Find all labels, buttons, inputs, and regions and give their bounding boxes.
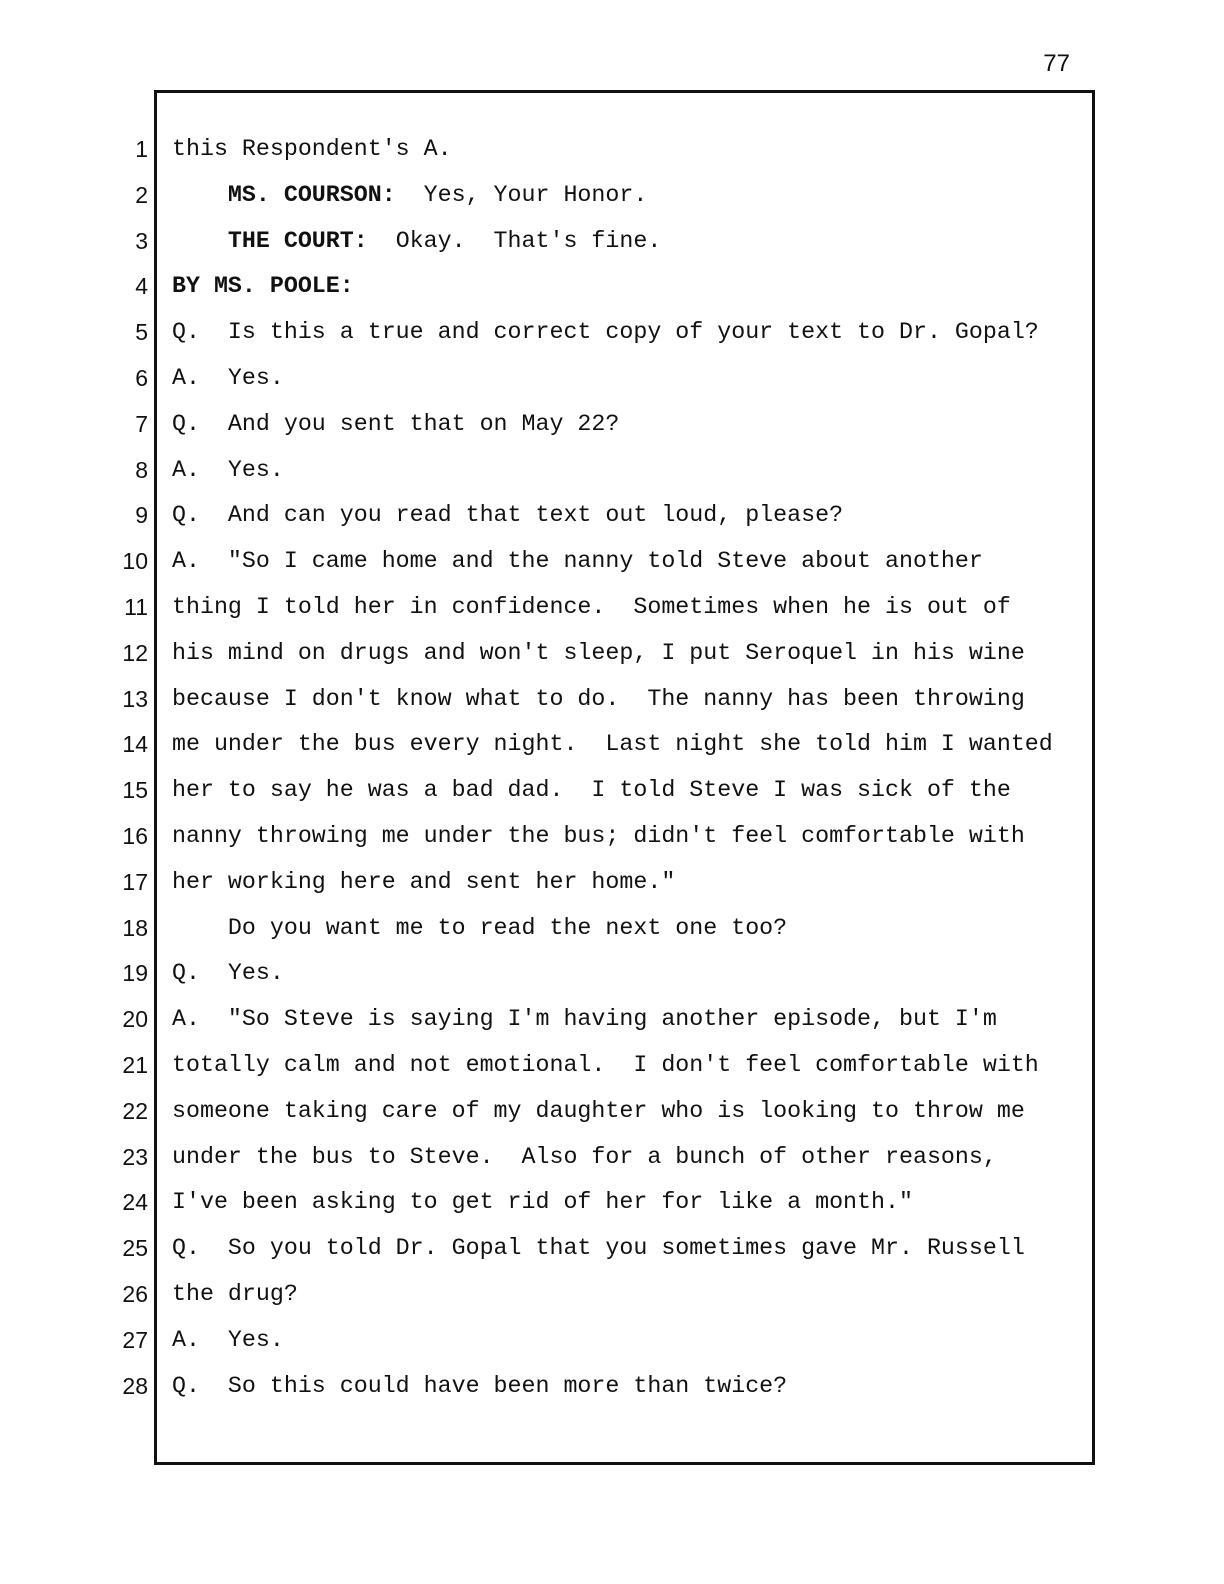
text-segment: I've been asking to get rid of her for like a month." (172, 1189, 913, 1216)
line-number: 4 (135, 273, 148, 300)
line-text (172, 1235, 1025, 1261)
line-number: 19 (122, 960, 148, 987)
line-number: 21 (122, 1052, 148, 1078)
line-text (172, 686, 1025, 712)
line-text (172, 1189, 913, 1215)
line-text (172, 319, 1039, 345)
line-number: 1 (135, 136, 148, 162)
text-segment: me under the bus every night. Last night she told him I wanted (172, 731, 1053, 758)
line-text (172, 731, 1053, 757)
transcript-line (0, 1373, 1224, 1403)
line-text (172, 228, 661, 254)
line-number: 28 (122, 1372, 148, 1399)
line-text (172, 1144, 997, 1170)
text-segment: A. "So Steve is saying I'm having another episode, but I'm (172, 1006, 997, 1033)
text-segment: her working here and sent her home." (172, 868, 676, 895)
line-number: 14 (122, 731, 148, 758)
text-segment: nanny throwing me under the bus; didn't feel comfortable with (172, 823, 1025, 849)
line-number: 23 (122, 1143, 148, 1170)
line-number: 20 (122, 1006, 148, 1033)
line-number: 22 (122, 1097, 148, 1124)
speaker-label: BY MS. POOLE: (172, 273, 354, 300)
transcript-line (0, 1098, 1224, 1128)
transcript-line (0, 1235, 1224, 1265)
transcript-line (0, 411, 1224, 441)
line-text (172, 1281, 298, 1307)
transcript-line (0, 640, 1224, 670)
line-number: 15 (122, 777, 148, 804)
transcript-line (0, 502, 1224, 532)
line-text (172, 182, 647, 208)
transcript-line (0, 365, 1224, 395)
line-text (172, 1052, 1039, 1078)
line-number: 7 (135, 410, 148, 437)
text-segment: A. Yes. (172, 456, 284, 483)
line-number: 16 (122, 823, 148, 849)
transcript-line (0, 777, 1224, 807)
line-text (172, 457, 284, 483)
transcript-line (0, 457, 1224, 487)
line-number: 26 (122, 1281, 148, 1307)
text-segment: under the bus to Steve. Also for a bunch of other reasons, (172, 1143, 997, 1170)
text-segment (172, 182, 228, 208)
line-text (172, 502, 843, 528)
line-text (172, 777, 1011, 803)
transcript-line (0, 1327, 1224, 1357)
line-number: 6 (135, 365, 148, 391)
text-segment: Q. And can you read that text out loud, please? (172, 502, 844, 529)
text-segment: his mind on drugs and won't sleep, I put Seroquel in his wine (172, 639, 1025, 666)
text-segment: Okay. That's fine. (367, 227, 662, 254)
speaker-label: THE COURT: (227, 227, 368, 254)
text-segment: Yes, Your Honor. (395, 181, 648, 208)
transcript-line (0, 548, 1224, 578)
transcript-line (0, 915, 1224, 945)
line-text (172, 273, 354, 299)
line-text (172, 960, 284, 986)
text-segment: Q. Is this a true and correct copy of your text to Dr. Gopal? (172, 319, 1039, 346)
line-number: 12 (122, 639, 148, 666)
line-text (172, 1006, 997, 1032)
transcript-line (0, 686, 1224, 716)
line-number: 24 (122, 1189, 148, 1216)
text-segment (172, 228, 228, 254)
line-text (172, 594, 1011, 620)
line-text (172, 915, 787, 941)
text-segment: Q. And you sent that on May 22? (172, 410, 620, 437)
line-number: 5 (135, 319, 148, 346)
line-text (172, 365, 284, 391)
speaker-label: MS. COURSON: (227, 181, 396, 208)
line-text (172, 548, 983, 574)
line-text (172, 1327, 284, 1353)
line-number: 8 (135, 456, 148, 483)
text-segment: A. "So I came home and the nanny told Steve about another (172, 548, 983, 575)
page-number: 77 (1043, 50, 1070, 77)
line-number: 17 (122, 868, 148, 895)
transcript-line (0, 960, 1224, 990)
text-segment: A. Yes. (172, 1326, 284, 1353)
text-segment: because I don't know what to do. The nanny has been throwing (172, 685, 1025, 712)
line-text (172, 136, 452, 162)
line-number: 27 (122, 1326, 148, 1353)
transcript-line (0, 594, 1224, 624)
line-number: 3 (135, 227, 148, 254)
line-number: 2 (135, 181, 148, 208)
transcript-line (0, 136, 1224, 166)
line-text (172, 1098, 1025, 1124)
line-number: 11 (124, 594, 148, 620)
line-text (172, 823, 1025, 849)
text-segment: the drug? (172, 1281, 298, 1307)
line-text (172, 411, 619, 437)
text-segment: totally calm and not emotional. I don't feel comfortable with (172, 1052, 1039, 1078)
line-number: 25 (122, 1235, 148, 1262)
text-segment: Q. Yes. (172, 960, 284, 987)
line-text (172, 869, 675, 895)
line-number: 13 (122, 685, 148, 712)
line-text (172, 640, 1025, 666)
line-number: 10 (122, 548, 148, 575)
text-segment: Do you want me to read the next one too? (172, 914, 788, 941)
text-segment: her to say he was a bad dad. I told Steve I was sick of the (172, 777, 1011, 804)
line-text (172, 1373, 787, 1399)
transcript-line (0, 1052, 1224, 1082)
text-segment: this Respondent's A. (172, 136, 452, 162)
line-number: 9 (135, 502, 148, 529)
line-number: 18 (122, 914, 148, 941)
text-segment: Q. So this could have been more than twice? (172, 1372, 788, 1399)
transcript-line (0, 731, 1224, 761)
transcript-line (0, 1144, 1224, 1174)
transcript-line (0, 1281, 1224, 1311)
text-segment: someone taking care of my daughter who is looking to throw me (172, 1097, 1025, 1124)
transcript-line (0, 319, 1224, 349)
text-segment: Q. So you told Dr. Gopal that you sometimes gave Mr. Russell (172, 1235, 1025, 1262)
transcript-line (0, 823, 1224, 853)
transcript-line (0, 1189, 1224, 1219)
text-segment: A. Yes. (172, 365, 284, 391)
transcript-line (0, 1006, 1224, 1036)
transcript-line (0, 182, 1224, 212)
transcript-line (0, 869, 1224, 899)
transcript-line (0, 273, 1224, 303)
transcript-line (0, 228, 1224, 258)
text-segment: thing I told her in confidence. Sometimes when he is out of (172, 594, 1011, 620)
